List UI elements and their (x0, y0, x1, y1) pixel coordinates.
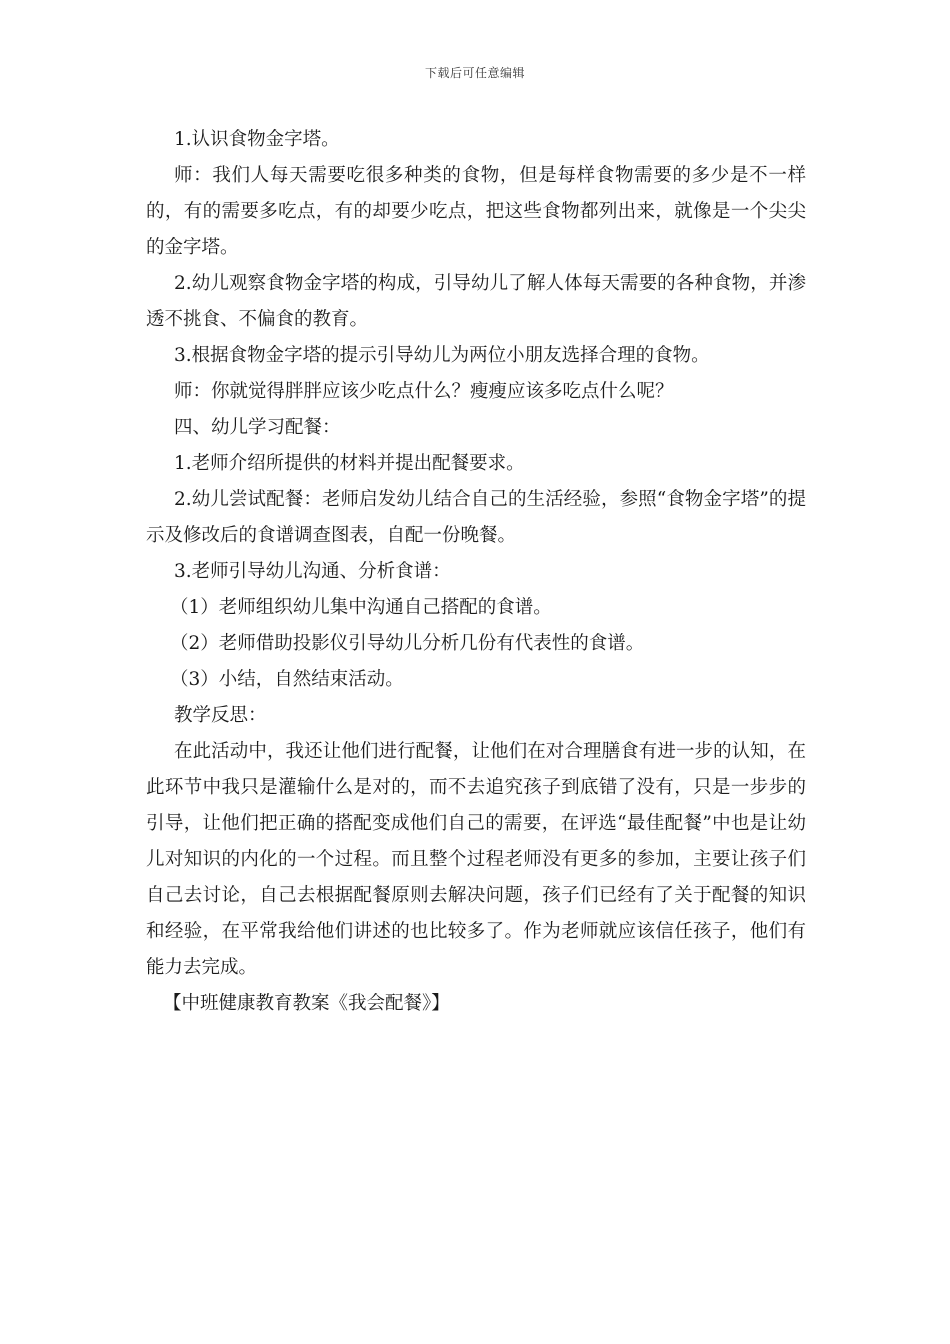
paragraph-2: 师：我们人每天需要吃很多种类的食物，但是每样食物需要的多少是不一样的，有的需要多吃点，有的却要少吃点，把这些食物都列出来，就像是一个尖尖的金字塔。 (146, 165, 806, 258)
sub-item-2: （2）老师借助投影仪引导幼儿分析几份有代表性的食谱。 (170, 633, 645, 654)
paragraph-4: 3.根据食物金字塔的提示引导幼儿为两位小朋友选择合理的食物。 (174, 345, 710, 366)
document-title-footer: 【中班健康教育教案《我会配餐》】 (163, 993, 450, 1014)
paragraph-8: 2.幼儿尝试配餐：老师启发幼儿结合自己的生活经验，参照“食物金字塔”的提示及修改后的食谱调查图表，自配一份晚餐。 (146, 489, 806, 546)
reflection-heading: 教学反思： (174, 705, 267, 726)
paragraph-7: 1.老师介绍所提供的材料并提出配餐要求。 (174, 453, 525, 474)
paragraph-9: 3.老师引导幼儿沟通、分析食谱： (174, 561, 451, 582)
section-heading-4: 四、幼儿学习配餐： (174, 417, 341, 438)
paragraph-3: 2.幼儿观察食物金字塔的构成，引导幼儿了解人体每天需要的各种食物，并渗透不挑食、不偏食的教育。 (146, 273, 806, 330)
paragraph-1: 1.认识食物金字塔。 (174, 129, 340, 150)
document-body (146, 122, 806, 1022)
sub-item-1: （1）老师组织幼儿集中沟通自己搭配的食谱。 (170, 597, 552, 618)
sub-item-3: （3）小结，自然结束活动。 (170, 669, 404, 690)
paragraph-5: 师：你就觉得胖胖应该少吃点什么？瘦瘦应该多吃点什么呢？ (174, 381, 674, 402)
reflection-body: 在此活动中，我还让他们进行配餐，让他们在对合理膳食有进一步的认知，在此环节中我只是灌输什么是对的，而不去追究孩子到底错了没有，只是一步步的引导，让他们把正确的搭配变成他们自己的需要，在评选“最佳配餐”中也是让幼儿对知识的内化的一个过程。而且整个过程老师没有更多的参加，主要让孩子们自己去讨论，自己去根据配餐原则去解决问题，孩子们已经有了关于配餐的知识和经验，在平常我给他们讲述的也比较多了。作为老师就应该信任孩子，他们有能力去完成。 (146, 741, 806, 978)
page-header-note: 下载后可任意编辑 (424, 66, 525, 80)
